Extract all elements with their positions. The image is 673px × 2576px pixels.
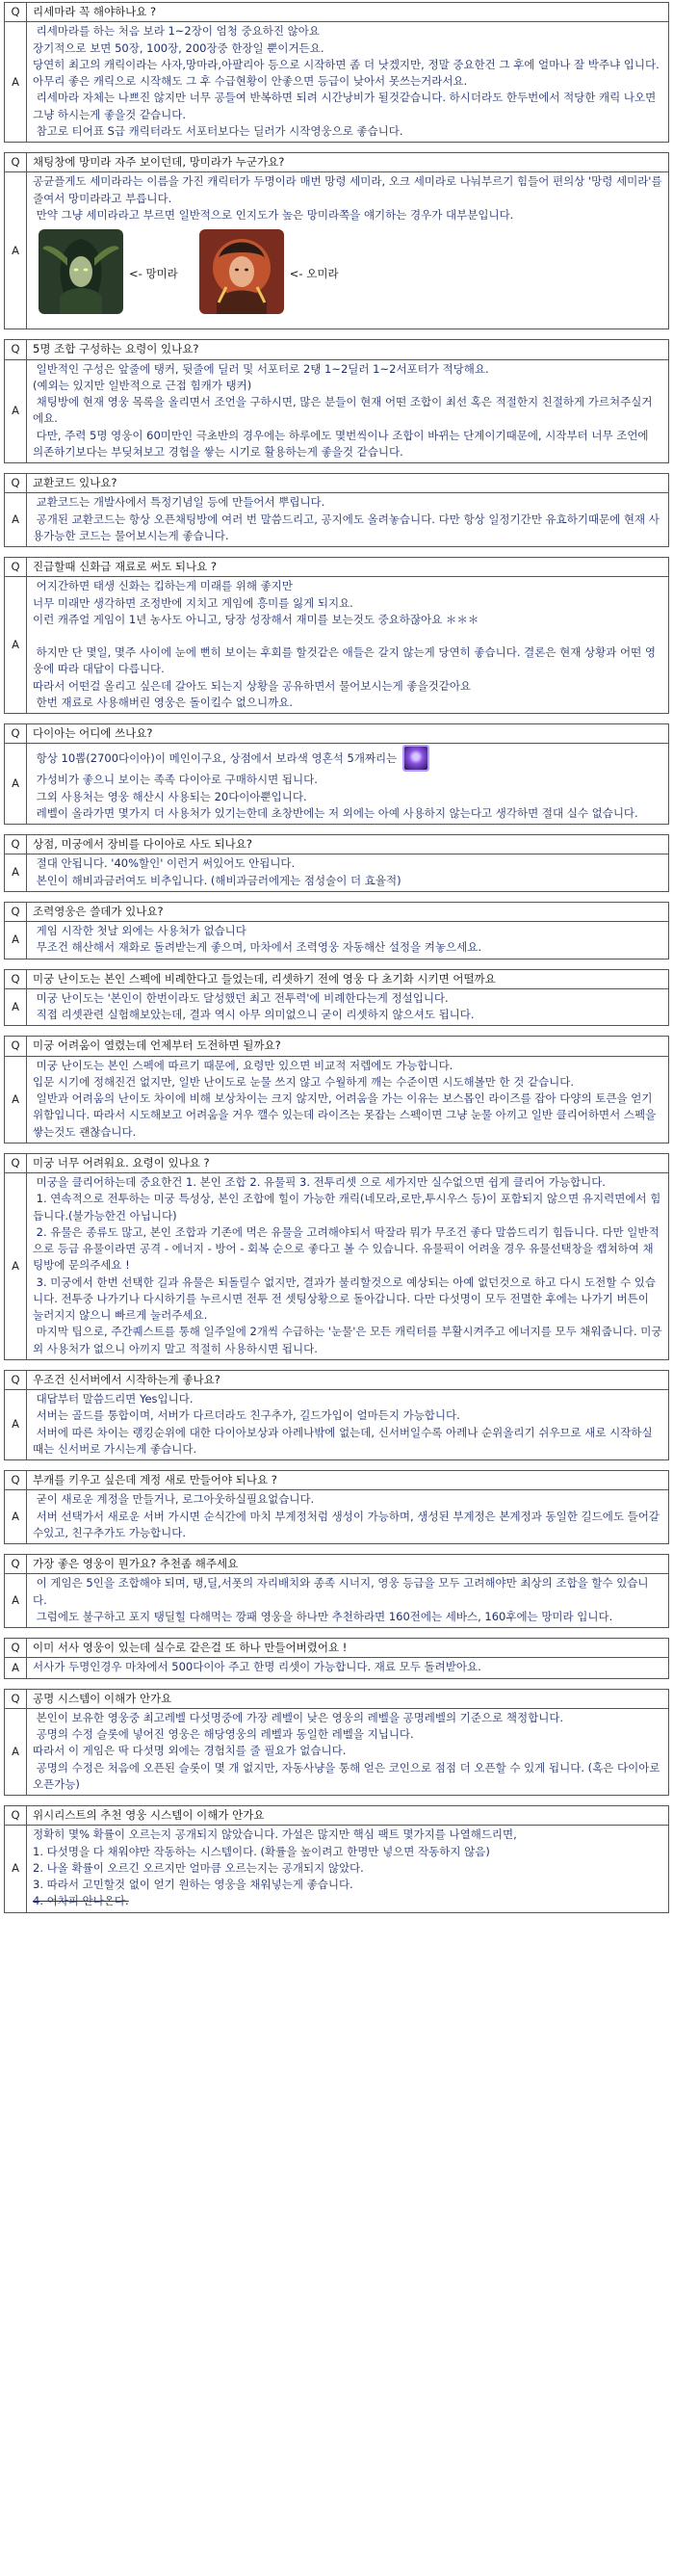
answer-line: (예외는 있지만 일반적으로 근접 힘캐가 탱커) — [33, 378, 252, 392]
question-row — [5, 558, 668, 576]
faq-item — [4, 1370, 669, 1460]
question-label: Q — [5, 1639, 27, 1657]
question-row — [5, 340, 668, 358]
answer-line: 항상 10뽑(2700다이아)이 메인이구요, 상점에서 보라색 영혼석 5개짜리는 — [33, 750, 398, 765]
question-text: 진급할때 신화급 재료로 써도 되나요 ? — [33, 560, 218, 573]
question-row — [5, 1690, 668, 1708]
orc-semira-portrait — [199, 229, 284, 319]
answer-label: A — [5, 854, 27, 891]
answer-line — [33, 628, 662, 644]
answer-line: 레벨이 올라가면 몇가지 더 사용처가 있기는한데 초창반에는 저 외에는 아예 사용하지 않는다고 생각하면 절대 실수 없습니다. — [33, 805, 638, 820]
question-text: 공명 시스템이 이해가 안가요 — [33, 1691, 172, 1705]
answer-line: 그럼에도 불구하고 포지 탱딜힐 다해먹는 깡패 영웅을 하나만 추천하라면 160전에는 세바스, 160후에는 망미라 입니다. — [33, 1609, 613, 1623]
answer-text — [27, 922, 668, 959]
question-label: Q — [5, 474, 27, 492]
question-text: 리세마라 꼭 해야하나요 ? — [33, 5, 157, 18]
soul-stone-icon — [402, 745, 429, 772]
answer-row — [5, 1172, 668, 1359]
answer-text — [27, 1574, 668, 1627]
answer-text — [27, 577, 668, 713]
question-label: Q — [5, 1690, 27, 1708]
faq-item — [4, 473, 669, 547]
answer-line: 굳이 새로운 계정을 만들거나, 로그아웃하실필요없습니다. — [33, 1492, 315, 1507]
question-text: 다이아는 어디에 쓰나요? — [33, 726, 153, 740]
answer-row — [5, 171, 668, 329]
question-row — [5, 835, 668, 854]
question-row — [5, 1154, 668, 1172]
faq-item — [4, 557, 669, 714]
answer-line: 다만, 주력 5명 영웅이 60미만인 극초반의 경우에는 하루에도 몇번씩이나 조합이 바뀌는 단계이기때문에, 시작부터 너무 조언에 의존하기보다는 부딪쳐보고 경험을 쌓는 시기로 활용하는게 좋을것 같습니다. — [33, 428, 653, 459]
faq-item — [4, 723, 669, 825]
answer-label: A — [5, 1173, 27, 1359]
answer-row — [5, 1389, 668, 1459]
answer-line: 리세마라를 하는 처음 보라 1~2장이 엄청 중요하진 않아요 — [33, 24, 320, 39]
answer-row — [5, 854, 668, 891]
answer-row — [5, 576, 668, 713]
answer-line: 장기적으로 보면 50장, 100장, 200장중 한장일 뿐이거든요. — [33, 40, 324, 55]
answer-line: 서사가 두명인경우 마차에서 500다이아 주고 한명 리셋이 가능합니다. 재료 모두 돌려받아요. — [33, 1660, 481, 1674]
question-text: 조력영웅은 쓸데가 있나요? — [33, 904, 164, 918]
question-row — [5, 1037, 668, 1055]
answer-row — [5, 1825, 668, 1911]
question-label: Q — [5, 835, 27, 854]
faq-item — [4, 152, 669, 329]
answer-label: A — [5, 744, 27, 824]
answer-line: 1. 연속적으로 전투하는 미궁 특성상, 본인 조합에 힐이 가능한 캐릭(네모라,로만,투시우스 등)이 포함되지 않으면 유지력면에서 힘듭니다.(불가능한건 아닙니다) — [33, 1192, 661, 1222]
answer-text — [27, 1490, 668, 1543]
question-text: 미궁 어려움이 열렸는데 언제부터 도전하면 될까요? — [33, 1038, 281, 1053]
question-row — [5, 1471, 668, 1489]
answer-line: 1. 다섯명을 다 채워야만 작동하는 시스템이다. (확률을 높이려고 한명만 넣으면 작동하지 않음) — [33, 1844, 490, 1858]
question-text: 부캐를 키우고 싶은데 계정 새로 만들어야 되나요 ? — [33, 1473, 277, 1486]
answer-line: 본인이 보유한 영웅중 최고레벨 다섯명중에 가장 레벨이 낮은 영웅의 레벨을 공명레벨의 기준으로 책정합니다. — [33, 1710, 564, 1724]
answer-line: 2. 유물은 종류도 많고, 본인 조합과 기존에 먹은 유물을 고려해야되서 딱잘라 뭐가 무조건 좋다 말씀드리기 힘듭니다. 다만 일반적으로 등급 유물이라면 공격 - 에너지 - 방어 - 회복 순으로 좋다고 볼 수 있습니다. 유물픽이 어려울 경우 유물선택창을 캡쳐하여 채팅방에 문의주세요 ! — [33, 1224, 660, 1273]
faq-item — [4, 1554, 669, 1628]
answer-row — [5, 1573, 668, 1627]
faq-item — [4, 969, 669, 1027]
question-row — [5, 3, 668, 21]
question-label: Q — [5, 153, 27, 171]
answer-text — [27, 989, 668, 1026]
question-text: 채팅창에 망미라 자주 보이던데, 망미라가 누군가요? — [33, 155, 285, 169]
answer-line: 미궁 난이도는 본인 스펙에 따르기 때문에, 요령만 있으면 비교적 저렙에도 가능합니다. — [33, 1058, 453, 1072]
answer-text — [27, 1826, 668, 1911]
answer-label: A — [5, 1490, 27, 1543]
answer-row — [5, 1056, 668, 1143]
answer-label: A — [5, 360, 27, 463]
answer-line: 가성비가 좋으니 보이는 족족 다이아로 구매하시면 됩니다. — [33, 773, 318, 787]
answer-line: 너무 미래만 생각하면 조정반에 지치고 게임에 흥미를 잃게 되지요. — [33, 595, 353, 610]
question-label: Q — [5, 340, 27, 358]
faq-item — [4, 1153, 669, 1360]
question-label: Q — [5, 1555, 27, 1573]
answer-line: 일반적인 구성은 앞줄에 탱커, 뒷줄에 딜러 및 서포터로 2탱 1~2딜러 1~2서포터가 적당해요. — [33, 361, 489, 376]
question-row — [5, 724, 668, 743]
answer-line: 4. 어차피 안나온다. — [33, 1894, 129, 1908]
answer-text — [27, 1057, 668, 1143]
answer-text — [27, 1709, 668, 1795]
answer-line: 한번 재료로 사용해버린 영웅은 돌이킬수 없으니까요. — [33, 695, 293, 709]
answer-text — [27, 1390, 668, 1459]
answer-row — [5, 988, 668, 1026]
question-label: Q — [5, 1037, 27, 1055]
question-label: Q — [5, 970, 27, 988]
answer-line: 미궁 난이도는 '본인이 한번이라도 달성했던 최고 전투력'에 비례한다는게 정설입니다. — [33, 990, 449, 1005]
hero-portrait-row — [33, 223, 662, 327]
faq-item — [4, 1470, 669, 1544]
faq-item — [4, 1805, 669, 1913]
answer-line: 절대 안됩니다. '40%할인' 이런거 써있어도 안됩니다. — [33, 856, 296, 871]
answer-line: 서버에 따른 차이는 랭킹순위에 대한 다이아보상과 아레나밖에 없는데, 신서버일수록 아레나 순위올리기 쉬우므로 새로 시작하실때는 신서버로 가시는게 좋습니다. — [33, 1425, 653, 1456]
answer-text — [27, 744, 668, 824]
answer-line: 따라서 어떤걸 올리고 싶은데 갈아도 되는지 상황을 공유하면서 물어보시는게 좋을것같아요 — [33, 678, 472, 693]
answer-line: 이 게임은 5인을 조합해야 되며, 탱,딜,서폿의 자리배치와 종족 시너지, 영웅 등급을 모두 고려해야만 최상의 조합을 할수 있습니다. — [33, 1576, 649, 1607]
answer-label: A — [5, 493, 27, 546]
question-row — [5, 1555, 668, 1573]
answer-label: A — [5, 577, 27, 713]
answer-line: 대답부터 말씀드리면 Yes입니다. — [33, 1392, 194, 1406]
question-row — [5, 1371, 668, 1389]
answer-text — [27, 493, 668, 546]
question-row — [5, 903, 668, 921]
faq-item — [4, 902, 669, 959]
answer-line: 이런 캐쥬얼 게임이 1년 농사도 아니고, 당장 성장해서 재미를 보는것도 중요하잖아요 ＊＊＊ — [33, 612, 479, 626]
hero-caption: <- 오미라 — [289, 267, 339, 280]
question-label: Q — [5, 3, 27, 21]
answer-line: 공명의 수정은 처음에 오픈된 슬롯이 몇 개 없지만, 자동사냥을 통해 얻은 코인으로 점점 더 오픈할 수 있게 됩니다. (혹은 다이아로 오픈가능) — [33, 1760, 664, 1791]
question-row — [5, 153, 668, 171]
faq-item — [4, 339, 669, 463]
question-text: 우조건 신서버에서 시작하는게 좋나요? — [33, 1372, 220, 1386]
question-text: 위시리스트의 추천 영웅 시스템이 이해가 안가요 — [33, 1808, 265, 1822]
question-text: 미궁 난이도는 본인 스펙에 비례한다고 들었는데, 리셋하기 전에 영웅 다 초기화 시키면 어떨까요 — [33, 971, 496, 986]
answer-text — [27, 172, 668, 329]
question-row — [5, 1806, 668, 1825]
answer-line: 미궁을 클리어하는데 중요한건 1. 본인 조합 2. 유물픽 3. 전투리셋 으로 세가지만 실수없으면 쉽게 클리어 가능합니다. — [33, 1175, 606, 1189]
answer-label: A — [5, 1709, 27, 1795]
question-label: Q — [5, 558, 27, 576]
question-text: 이미 서사 영웅이 있는데 실수로 같은걸 또 하나 만들어버렸어요 ! — [33, 1641, 348, 1654]
question-text: 가장 좋은 영웅이 뭔가요? 추천좀 해주세요 — [33, 1557, 239, 1570]
question-row — [5, 1639, 668, 1657]
question-label: Q — [5, 1371, 27, 1389]
answer-line: 교환코드는 개발사에서 특정기념일 등에 만들어서 뿌립니다. — [33, 495, 325, 510]
faq-item — [4, 2, 669, 143]
ghost-semira-portrait — [39, 229, 123, 319]
question-text: 교환코드 있나요? — [33, 476, 117, 489]
answer-line: 공균플게도 세미라라는 이름을 가진 캐릭터가 두명이라 매번 망령 세미라, 오크 세미라로 나눠부르기 힘들어 편의상 '망령 세미라'를 줄여서 망미라라고 부릅니다. — [33, 174, 666, 205]
answer-row — [5, 359, 668, 463]
answer-line: 만약 그냥 세미라라고 부르면 일반적으로 인지도가 높은 망미라쪽을 얘기하는 경우가 대부분입니다. — [33, 207, 514, 222]
answer-line: 입문 시기에 정해진건 없지만, 일반 난이도로 눈물 쓰지 않고 수월하게 깨는 수준이면 시도해볼만 한 것 같습니다. — [33, 1074, 575, 1089]
question-label: Q — [5, 1154, 27, 1172]
answer-line: 마지막 팁으로, 주간퀘스트를 통해 일주일에 2개씩 수급하는 '눈물'은 모든 캐릭터를 부활시켜주고 에너지를 모두 채워줍니다. 미궁 외 사용처가 없으니 아끼지 말고 적절히 사용하시면 됩니다. — [33, 1325, 666, 1355]
question-label: Q — [5, 1806, 27, 1825]
question-row — [5, 474, 668, 492]
answer-label: A — [5, 172, 27, 329]
hero-caption: <- 망미라 — [129, 267, 178, 280]
question-label: Q — [5, 903, 27, 921]
answer-line: 본인이 해비과금러여도 비추입니다. (해비과금러에게는 점성술이 더 효율적) — [33, 873, 401, 887]
faq-item — [4, 834, 669, 892]
answer-line: 서버는 골드를 통합이며, 서버가 다르더라도 친구추가, 길드가입이 얼마든지 가능합니다. — [33, 1408, 460, 1423]
answer-line: 3. 따라서 고민할것 없이 얻기 원하는 영웅을 채워넣는게 좋습니다. — [33, 1878, 353, 1891]
question-label: Q — [5, 724, 27, 743]
answer-line: 직접 리셋관련 실험해보았는데, 결과 역시 아무 의미없으니 굳이 리셋하지 않으셔도 됩니다. — [33, 1008, 475, 1021]
answer-line: 2. 나올 확률이 오르긴 오르지만 얼마큼 오르는지는 공개되지 않았다. — [33, 1860, 364, 1875]
answer-text — [27, 1658, 668, 1677]
answer-line: 정확히 몇% 확률이 오르는지 공개되지 않았습니다. 가설은 많지만 핵심 팩트 몇가지를 나열해드리면, — [33, 1827, 517, 1842]
answer-line: 공명의 수정 슬롯에 넣어진 영웅은 해당영웅의 레벨과 동일한 레벨을 지닙니다. — [33, 1727, 414, 1741]
answer-label: A — [5, 22, 27, 142]
faq-item — [4, 1638, 669, 1679]
answer-label: A — [5, 1658, 27, 1677]
answer-line: 무조건 해산해서 재화로 돌려받는게 좋으며, 마차에서 조력영웅 자동해산 설정을 켜놓으세요. — [33, 940, 482, 955]
answer-line: 당연히 최고의 캐릭이라는 사자,망마라,아팔리아 등으로 시작하면 좀 더 낫겠지만, 정말 중요한건 그 후에 얼마나 잘 박주냐 입니다. 아무리 좋은 캐릭으로 시작해도 그 후 수급현황이 안좋으면 등급이 낮아서 못쓰는거라서요. — [33, 57, 663, 88]
answer-text — [27, 360, 668, 463]
answer-line: 공개된 교환코드는 항상 오픈채팅방에 여러 번 말씀드리고, 공지에도 올려놓습니다. 다만 항상 일정기간만 유효하기때문에 현재 사용가능한 코드는 물어보시는게 좋습니다. — [33, 512, 660, 542]
answer-row — [5, 1489, 668, 1543]
answer-row — [5, 1708, 668, 1795]
answer-text — [27, 22, 668, 142]
answer-line: 따라서 이 게임은 딱 다섯명 외에는 경험치를 줄 필요가 없습니다. — [33, 1744, 347, 1758]
answer-text — [27, 1173, 668, 1359]
answer-label: A — [5, 1574, 27, 1627]
question-label: Q — [5, 1471, 27, 1489]
answer-label: A — [5, 1390, 27, 1459]
answer-label: A — [5, 1057, 27, 1143]
faq-item — [4, 1689, 669, 1797]
answer-line: 그외 사용처는 영웅 해산시 사용되는 20다이아뿐입니다. — [33, 789, 307, 803]
answer-line: 하지만 단 몇일, 몇주 사이에 눈에 뻔히 보이는 후회를 할것같은 애들은 갈지 않는게 당연히 좋습니다. 결론은 현재 상황과 어떤 영웅에 따라 대답이 다릅니다. — [33, 645, 656, 676]
answer-row — [5, 743, 668, 824]
answer-line: 서버 선택가서 새로운 서버 가시면 순식간에 마치 부계정처럼 생성이 가능하며, 생성된 부계정은 본계정과 동일한 길드에도 들어갈수있고, 친구추가도 가능합니다. — [33, 1509, 660, 1539]
answer-line: 게임 시작한 첫날 외에는 사용처가 없습니다 — [33, 924, 246, 937]
answer-row — [5, 492, 668, 546]
question-row — [5, 970, 668, 988]
answer-label: A — [5, 989, 27, 1026]
answer-text — [27, 854, 668, 891]
answer-line: 채팅방에 현재 영웅 목록을 올리면서 조언을 구하시면, 많은 분들이 현재 어떤 조합이 최선 혹은 적절한지 친절하게 가르쳐주실거에요. — [33, 395, 653, 426]
answer-label: A — [5, 922, 27, 959]
answer-line: 어지간하면 태생 신화는 킵하는게 미래를 위해 좋지만 — [33, 579, 293, 593]
answer-label: A — [5, 1826, 27, 1911]
answer-line: 참고로 티어표 S급 캐릭터라도 서포터보다는 딜러가 시작영웅으로 좋습니다. — [33, 123, 403, 138]
answer-row — [5, 1657, 668, 1677]
question-text: 5명 조합 구성하는 요령이 있나요? — [33, 342, 199, 356]
faq-item — [4, 1036, 669, 1143]
answer-line: 리세마라 자체는 나쁘진 않지만 너무 공들여 반복하면 되려 시간낭비가 될것같습니다. 하시더라도 한두번에서 적당한 캐릭 나오면 그냥 하시는게 좋을것 같습니다. — [33, 91, 660, 121]
answer-row — [5, 921, 668, 959]
answer-line: 3. 미궁에서 한번 선택한 길과 유물은 되돌릴수 없지만, 결과가 불리할것으로 예상되는 아예 없던것으로 하고 다시 도전할 수 있습니다. 전투중 나가기나 다시하기를 누르시면 전투 전 셋팅상황으로 돌아갑니다. 다만 다섯명이 모두 전멸한 후에는 나가기 버튼이 눌러지지 않으니 빠르게 눌러주세요. — [33, 1275, 656, 1322]
answer-line-with-icon — [33, 745, 662, 772]
question-text: 상점, 미궁에서 장비를 다이아로 사도 되나요? — [33, 837, 252, 851]
answer-row — [5, 21, 668, 142]
answer-line: 일반과 어려움의 난이도 차이에 비해 보상차이는 크지 않지만, 어려움을 가는 이유는 보스몹인 라이즈를 잡아 다양의 토큰을 얻기 위함입니다. 따라서 시도해보고 어려움을 거우 깰수 있는데 라이즈는 못잡는 스펙이면 그냥 눈물 아끼고 일반 클리어하면서 스펙을 쌓는것도 괜찮습니다. — [33, 1091, 660, 1139]
question-text: 미궁 너무 어려워요. 요령이 있나요 ? — [33, 1155, 210, 1170]
